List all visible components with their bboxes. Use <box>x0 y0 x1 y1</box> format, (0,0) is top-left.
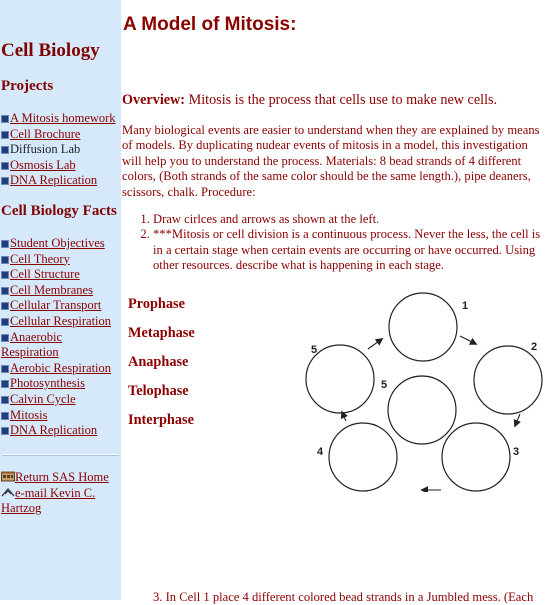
sidebar-item-mitosis[interactable] <box>1 408 121 424</box>
cell-circle-center <box>388 376 456 444</box>
overview <box>122 92 497 109</box>
sidebar-item-cell-brochure[interactable] <box>1 127 121 143</box>
bullet-icon <box>1 365 9 373</box>
arrow-1-2 <box>460 336 476 344</box>
sidebar-link[interactable]: A Mitosis homework <box>10 111 116 125</box>
sidebar-link[interactable]: DNA Replication <box>10 173 98 188</box>
page-title: A Model of Mitosis: <box>123 14 297 35</box>
sidebar-item-osmosis-lab[interactable] <box>1 158 121 174</box>
sidebar-link[interactable]: DNA Replication <box>10 423 98 438</box>
projects-list <box>1 111 121 189</box>
email-text[interactable]: e-mail Kevin C. Hartzog <box>1 485 96 516</box>
cell-number-1: 1 <box>462 300 469 312</box>
sidebar-item-mitosis-homework[interactable] <box>1 111 121 127</box>
sidebar-item-calvin-cycle[interactable] <box>1 392 121 408</box>
bullet-icon <box>1 412 9 420</box>
sidebar-item-student-objectives[interactable] <box>1 236 121 252</box>
bullet-icon <box>1 396 9 404</box>
bullet-icon <box>1 177 9 185</box>
procedure-steps <box>122 212 550 274</box>
intro-paragraph: Many biological events are easier to understand when they are explained by means of models. By duplicating nudear events of mitosis in a model, this investigation will help you to understand the process. Materials: 8 bead strands of 4 different colors, (Both strands of the same color should be the same length.), pipe deaners, scissors, chalk. Procedure: <box>122 123 540 199</box>
overview-text: Mitosis is the process that cells use to make new cells. <box>185 92 498 108</box>
sidebar-footer <box>1 470 119 517</box>
sidebar-item-cell-theory[interactable] <box>1 252 121 268</box>
facts-heading: Cell Biology Facts <box>1 203 117 219</box>
cell-circle-4 <box>329 423 397 491</box>
cell-circle-2 <box>474 346 542 414</box>
bullet-icon <box>1 256 9 264</box>
facts-list <box>1 236 121 439</box>
sidebar-text: Diffusion Lab <box>10 142 81 157</box>
sidebar-link[interactable]: Anaerobic Respiration <box>1 329 63 360</box>
phase-prophase: Prophase <box>128 296 185 312</box>
cell-circle-1 <box>389 293 457 361</box>
home-icon <box>1 471 15 482</box>
phase-interphase: Interphase <box>128 412 194 428</box>
sidebar-item-aerobic-respiration[interactable] <box>1 361 121 377</box>
sidebar-item-photosynthesis[interactable] <box>1 376 121 392</box>
bullet-icon <box>1 287 9 295</box>
sidebar-item-dna-replication[interactable] <box>1 173 121 189</box>
sidebar-link[interactable]: Cell Theory <box>10 251 70 266</box>
bullet-icon <box>1 302 9 310</box>
arrow-2-3 <box>515 414 520 426</box>
return-home-link[interactable] <box>1 470 119 486</box>
bullet-icon <box>1 131 9 139</box>
sidebar-item-cell-structure[interactable] <box>1 267 121 283</box>
bullet-icon <box>1 427 9 435</box>
sidebar-link[interactable]: Calvin Cycle <box>10 391 76 406</box>
sidebar-item-cell-membranes[interactable] <box>1 283 121 299</box>
sidebar-item-cellular-respiration[interactable] <box>1 314 121 330</box>
phase-telophase: Telophase <box>128 383 189 399</box>
bullet-icon <box>1 334 9 342</box>
procedure-step-1: 1. Draw cirlces and arrows as shown at the left. <box>153 212 550 227</box>
bullet-icon <box>1 271 9 279</box>
procedure-step-2: 2. ***Mitosis or cell division is a continuous process. Never the less, the cell is in a certain stage when certain events are occurring or have occurred. Using other resources. describe what is happening in each stage. <box>153 227 550 273</box>
cell-number-2: 2 <box>531 341 538 353</box>
cell-number-center: 5 <box>381 379 388 391</box>
phase-metaphase: Metaphase <box>128 325 195 341</box>
return-home-text[interactable]: Return SAS Home <box>15 470 109 484</box>
cell-number-5: 5 <box>311 344 318 356</box>
overview-label: Overview: <box>122 92 186 108</box>
email-icon <box>1 487 15 498</box>
main-content <box>122 0 551 604</box>
sidebar-link[interactable]: Photosynthesis <box>10 376 86 391</box>
procedure-step-3: 3. In Cell 1 place 4 different colored bead strands in a Jumbled mess. (Each <box>153 590 534 604</box>
bullet-icon <box>1 115 9 123</box>
sidebar-link[interactable]: Student Objectives <box>10 236 105 250</box>
cell-number-3: 3 <box>513 446 520 458</box>
arrow-5-1 <box>368 339 382 349</box>
sidebar-item-dna-replication-facts[interactable] <box>1 423 121 439</box>
bullet-icon <box>1 318 9 326</box>
sidebar-link[interactable]: Cell Membranes <box>10 282 93 297</box>
projects-heading: Projects <box>1 78 54 94</box>
bullet-icon <box>1 162 9 170</box>
sidebar-link[interactable]: Cellular Respiration <box>10 313 112 328</box>
sidebar-item-cellular-transport[interactable] <box>1 298 121 314</box>
bullet-icon <box>1 380 9 388</box>
sidebar <box>0 0 121 600</box>
mitosis-cycle-diagram <box>298 282 551 492</box>
sidebar-item-diffusion-lab <box>1 142 121 158</box>
sidebar-divider <box>2 454 119 456</box>
sidebar-link[interactable]: Cell Brochure <box>10 126 81 141</box>
sidebar-link[interactable]: Cell Structure <box>10 267 80 282</box>
bullet-icon <box>1 146 9 154</box>
phase-anaphase: Anaphase <box>128 354 189 370</box>
bullet-icon <box>1 240 9 248</box>
sidebar-link[interactable]: Aerobic Respiration <box>10 360 112 375</box>
sidebar-link[interactable]: Osmosis Lab <box>10 157 76 172</box>
sidebar-link[interactable]: Mitosis <box>10 407 48 422</box>
cell-number-4: 4 <box>317 446 324 458</box>
email-link[interactable] <box>1 486 119 517</box>
sidebar-item-anaerobic-respiration[interactable] <box>1 330 121 361</box>
cell-circle-3 <box>442 423 510 491</box>
sidebar-link[interactable]: Cellular Transport <box>10 298 102 313</box>
phase-list <box>128 290 195 435</box>
sidebar-title: Cell Biology <box>1 40 100 61</box>
